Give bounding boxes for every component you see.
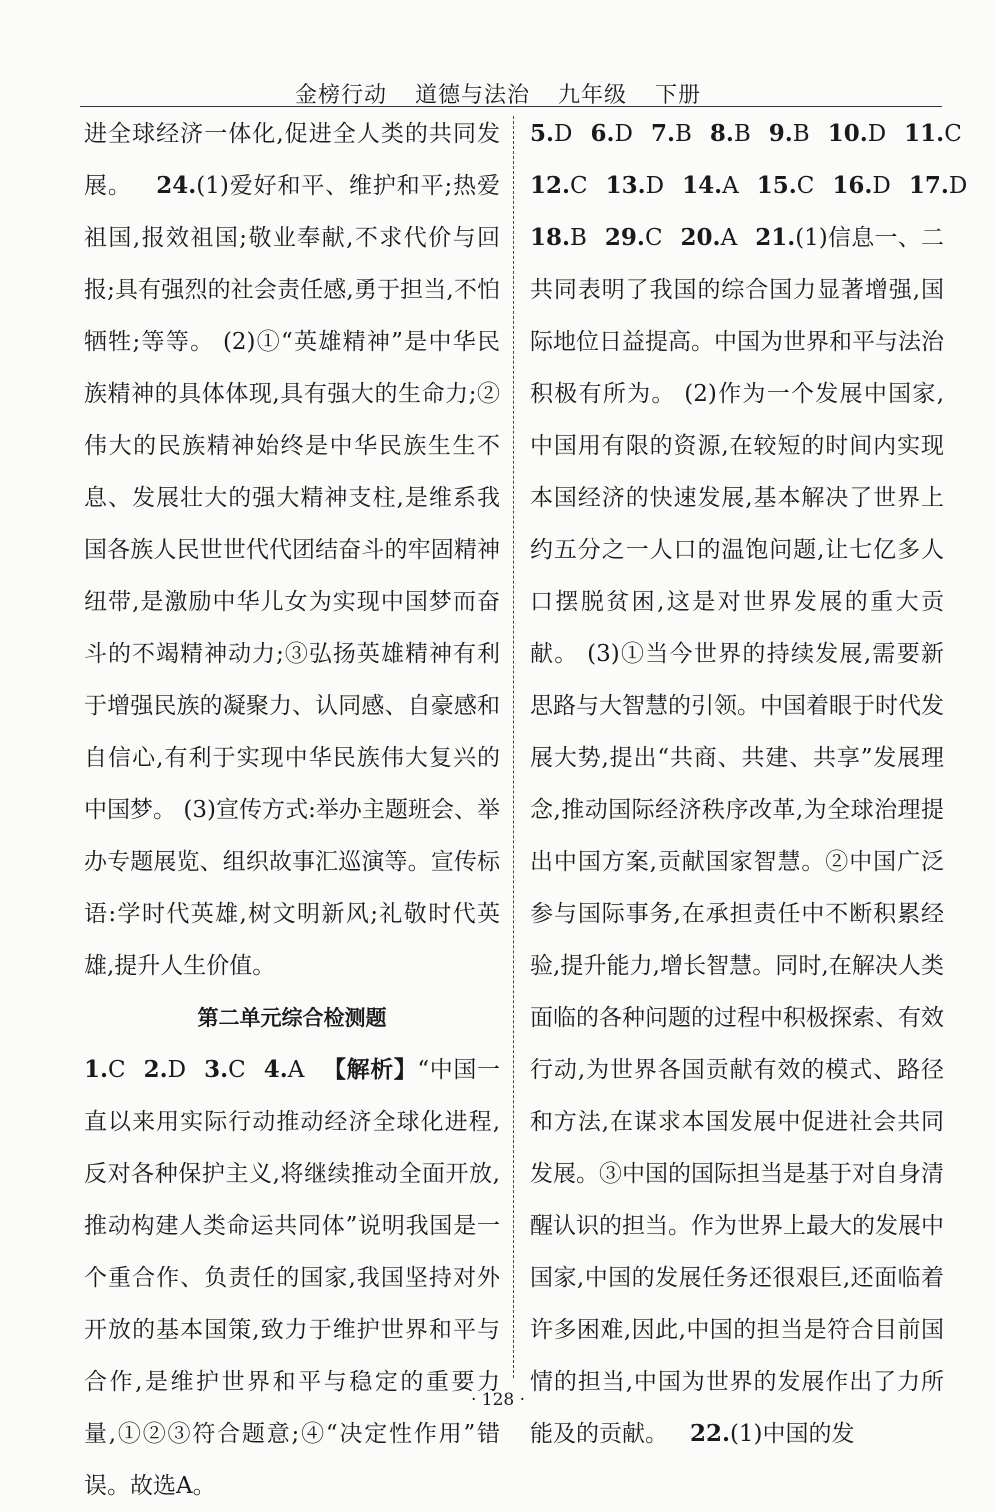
answer-item: 12.C bbox=[530, 172, 588, 199]
question-number: 22. bbox=[689, 1420, 730, 1447]
running-header bbox=[0, 78, 996, 109]
answer-paragraph bbox=[84, 1044, 500, 1512]
answer-text: (1)爱好和平、维护和平;热爱祖国,报效祖国;敬业奉献,不求代价与回报;具有强烈的社会责任感,勇于担当,不怕牺牲;等等。 (2)①“英雄精神”是中华民族精神的具体体现,具有强大的生命力;②伟大的民族精神始终是中华民族生生不息、发展壮大的强大精神支柱,是维系我国各族人民世世代代团结奋斗的牢固精神纽带,是激励中华儿女为实现中国梦而奋斗的不竭精神动力;③弘扬英雄精神有利于增强民族的凝聚力、认同感、自豪感和自信心,有利于实现中华民族伟大复兴的中国梦。 (3)宣传方式:举办主题班会、举办专题展览、组织故事汇巡演等。宣传标语:学时代英雄,树文明新风;礼敬时代英雄,提升人生价值。 bbox=[84, 173, 500, 979]
answer-paragraph bbox=[530, 212, 944, 1460]
answer-item: 7.B bbox=[650, 120, 692, 147]
answer-row bbox=[530, 160, 968, 212]
question-number: 24. bbox=[156, 172, 197, 199]
answer-item: 29.C bbox=[604, 224, 663, 251]
header-series: 金榜行动 bbox=[294, 83, 387, 108]
answer-item: 3.C bbox=[204, 1056, 246, 1083]
answer-item: 14.A bbox=[682, 172, 739, 199]
answer-item: 15.C bbox=[756, 172, 815, 199]
section-title: 第二单元综合检测题 bbox=[197, 1006, 387, 1030]
answer-item: 1.C bbox=[84, 1056, 126, 1083]
answer-item: 5.D bbox=[530, 120, 573, 147]
answer-item: 8.B bbox=[709, 120, 751, 147]
answer-item: 4.A bbox=[263, 1056, 305, 1083]
header-volume: 下册 bbox=[655, 83, 702, 108]
answer-item: 17.D bbox=[908, 172, 968, 199]
answer-item: 13.D bbox=[605, 172, 665, 199]
analysis-text: “中国一直以来用实际行动推动经济全球化进程,反对各种保护主义,将继续推动全面开放,推动构建人类命运共同体”说明我国是一个重合作、负责任的国家,我国坚持对外开放的基本国策,致力于维护世界和平与合作,是维护世界和平与稳定的重要力量,①②③符合题意;④“决定性作用”错误。故选A。 bbox=[84, 1057, 500, 1499]
page-number: · 128 · bbox=[470, 1390, 526, 1410]
answer-item: 2.D bbox=[143, 1056, 187, 1083]
answer-row bbox=[530, 108, 962, 160]
answer-item: 6.D bbox=[590, 120, 633, 147]
header-subject: 道德与法治 bbox=[414, 83, 530, 108]
answer-text: (1)信息一、二共同表明了我国的综合国力显著增强,国际地位日益提高。中国为世界和平与法治积极有所为。 (2)作为一个发展中国家,中国用有限的资源,在较短的时间内实现本国经济的快速发展,基本解决了世界上约五分之一人口的温饱问题,让七亿多人口摆脱贫困,这是对世界发展的重大贡献。 (3)①当今世界的持续发展,需要新思路与大智慧的引领。中国着眼于时代发展大势,提出“共商、共建、共享”发展理念,推动国际经济秩序改革,为全球治理提出中国方案,贡献国家智慧。②中国广泛参与国际事务,在承担责任中不断积累经验,提升能力,增长智慧。同时,在解决人类面临的各种问题的过程中积极探索、有效行动,为世界各国贡献有效的模式、路径和方法,在谋求本国发展中促进社会共同发展。③中国的国际担当是基于对自身清醒认识的担当。作为世界上最大的发展中国家,中国的发展任务还很艰巨,还面临着许多困难,因此,中国的担当是符合目前国情的担当,中国为世界的发展作出了力所能及的贡献。 bbox=[530, 225, 944, 1447]
analysis-label: 【解析】 bbox=[322, 1056, 418, 1083]
answer-item: 20.A bbox=[680, 224, 738, 251]
answer-item: 9.B bbox=[768, 120, 810, 147]
answer-item: 11.C bbox=[904, 120, 962, 147]
column-divider bbox=[513, 116, 514, 1378]
continued-text: 进全球经济一体化,促进全人类的共同发展。 bbox=[84, 121, 500, 199]
answer-item: 18.B bbox=[530, 224, 587, 251]
right-column bbox=[530, 108, 968, 1460]
left-column bbox=[84, 108, 500, 1512]
answer-item: 16.D bbox=[832, 172, 891, 199]
answer-text: (1)中国的发 bbox=[729, 1421, 855, 1447]
header-grade: 九年级 bbox=[558, 83, 628, 108]
answer-item: 10.D bbox=[827, 120, 887, 147]
question-number: 21. bbox=[755, 224, 796, 251]
answer-paragraph bbox=[84, 108, 500, 992]
header-rule bbox=[80, 106, 942, 107]
